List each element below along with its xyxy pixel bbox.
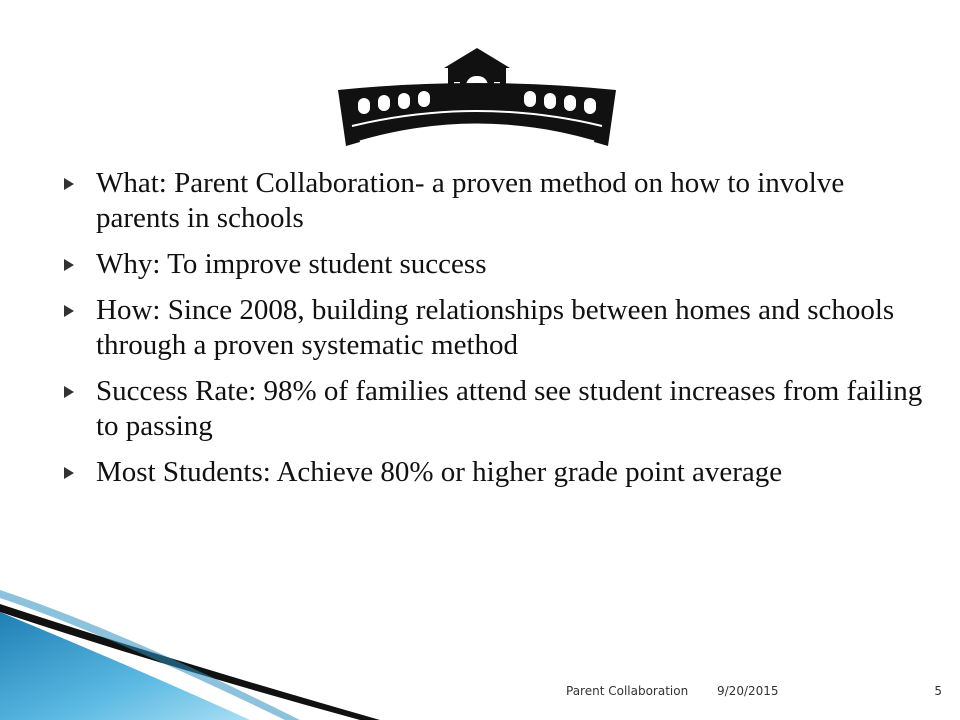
bullet-item [64,374,924,444]
bullet-arrow-icon [64,178,74,190]
bullet-arrow-icon [64,259,74,271]
bullet-text: Most Students: Achieve 80% or higher grade point average [96,456,783,488]
bullet-arrow-icon [64,305,74,317]
bullet-list [64,166,924,501]
decorative-swoosh [0,590,420,720]
footer-title: Parent Collaboration [566,684,689,698]
bullet-arrow-icon [64,386,74,398]
bullet-text: How: Since 2008, building relationships between homes and schools through a proven systematic method [96,294,895,361]
bullet-item [64,247,924,282]
footer-date: 9/20/2015 [717,684,779,698]
bullet-text: Success Rate: 98% of families attend see student increases from failing to passing [96,375,923,442]
bullet-item [64,166,924,236]
slide-number: 5 [934,684,942,698]
bullet-arrow-icon [64,467,74,479]
bullet-text: Why: To improve student success [96,248,487,280]
bullet-item [64,455,924,490]
bridge-icon [336,46,618,154]
bullet-text: What: Parent Collaboration- a proven method on how to involve parents in schools [96,167,845,234]
bullet-item [64,293,924,363]
